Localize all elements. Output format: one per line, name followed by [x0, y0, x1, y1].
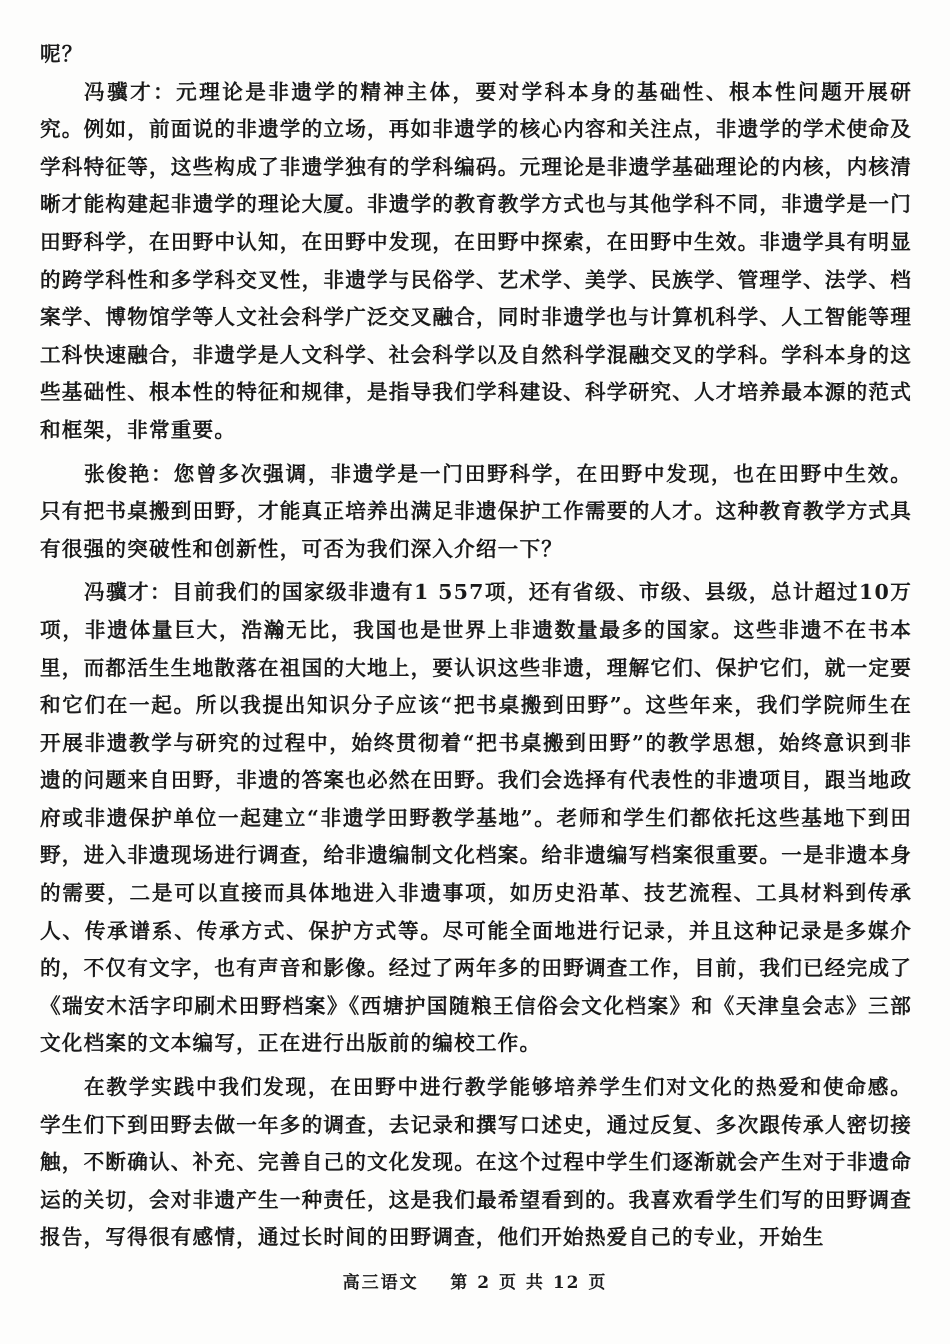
footer-page-suffix: 页 — [588, 1273, 608, 1293]
footer-total-pages: 12 — [552, 1273, 581, 1293]
footer-subject: 高三语文 — [342, 1273, 419, 1293]
footer-page-mid: 页 共 — [498, 1273, 545, 1293]
paragraph-question-zhang: 张俊艳：您曾多次强调，非遗学是一门田野科学，在田野中发现，也在田野中生效。只有把书桌搬到田野，才能真正培养出满足非遗保护工作需要的人才。这种教育教学方式具有很强的突破性和创新性，可否为我们深入介绍一下？ — [40, 461, 912, 561]
article-body — [40, 36, 912, 1257]
page-footer — [0, 1268, 950, 1293]
paragraph-teaching-practice: 在教学实践中我们发现，在田野中进行教学能够培养学生们对文化的热爱和使命感。学生们下到田野去做一年多的调查，去记录和撰写口述史，通过反复、多次跟传承人密切接触，不断确认、补充、完善自己的文化发现。在这个过程中学生们逐渐就会产生对于非遗命运的关切，会对非遗产生一种责任，这是我们最希望看到的。我喜欢看学生们写的田野调查报告，写得很有感情，通过长时间的田野调查，他们开始热爱自己的专业，开始生 — [40, 1075, 912, 1250]
footer-page-number: 2 — [477, 1273, 492, 1293]
paragraph-answer-feng-2: 冯骥才：目前我们的国家级非遗有1 557项，还有省级、市级、县级，总计超过10万项，非遗体量巨大，浩瀚无比，我国也是世界上非遗数量最多的国家。这些非遗不在书本里，而都活生生地散落在祖国的大地上，要认识这些非遗，理解它们、保护它们，就一定要和它们在一起。所以我提出知识分子应该“把书桌搬到田野”。这些年来，我们学院师生在开展非遗教学与研究的过程中，始终贯彻着“把书桌搬到田野”的教学思想，始终意识到非遗的问题来自田野，非遗的答案也必然在田野。我们会选择有代表性的非遗项目，跟当地政府或非遗保护单位一起建立“非遗学田野教学基地”。老师和学生们都依托这些基地下到田野，进入非遗现场进行调查，给非遗编制文化档案。给非遗编写档案很重要。一是非遗本身的需要，二是可以直接而具体地进入非遗事项，如历史沿革、技艺流程、工具材料到传承人、传承谱系、传承方式、保护方式等。尽可能全面地进行记录，并且这种记录是多媒介的，不仅有文字，也有声音和影像。经过了两年多的田野调查工作，目前，我们已经完成了《瑞安木活字印刷术田野档案》《西塘护国随粮王信俗会文化档案》和《天津皇会志》三部文化档案的文本编写，正在进行出版前的编校工作。 — [40, 580, 912, 1056]
paragraph-answer-feng-1: 冯骥才：元理论是非遗学的精神主体，要对学科本身的基础性、根本性问题开展研究。例如，前面说的非遗学的立场，再如非遗学的核心内容和关注点，非遗学的学术使命及学科特征等，这些构成了非遗学独有的学科编码。元理论是非遗学基础理论的内核，内核清晰才能构建起非遗学的理论大厦。非遗学的教育教学方式也与其他学科不同，非遗学是一门田野科学，在田野中认知，在田野中发现，在田野中探索，在田野中生效。非遗学具有明显的跨学科性和多学科交叉性，非遗学与民俗学、艺术学、美学、民族学、管理学、法学、档案学、博物馆学等人文社会科学广泛交叉融合，同时非遗学也与计算机科学、人工智能等理工科快速融合，非遗学是人文科学、社会科学以及自然科学混融交叉的学科。学科本身的这些基础性、根本性的特征和规律，是指导我们学科建设、科学研究、人才培养最本源的范式和框架，非常重要。 — [40, 79, 912, 442]
footer-page-prefix: 第 — [450, 1273, 470, 1293]
paragraph-continuation: 呢？ — [40, 42, 84, 66]
